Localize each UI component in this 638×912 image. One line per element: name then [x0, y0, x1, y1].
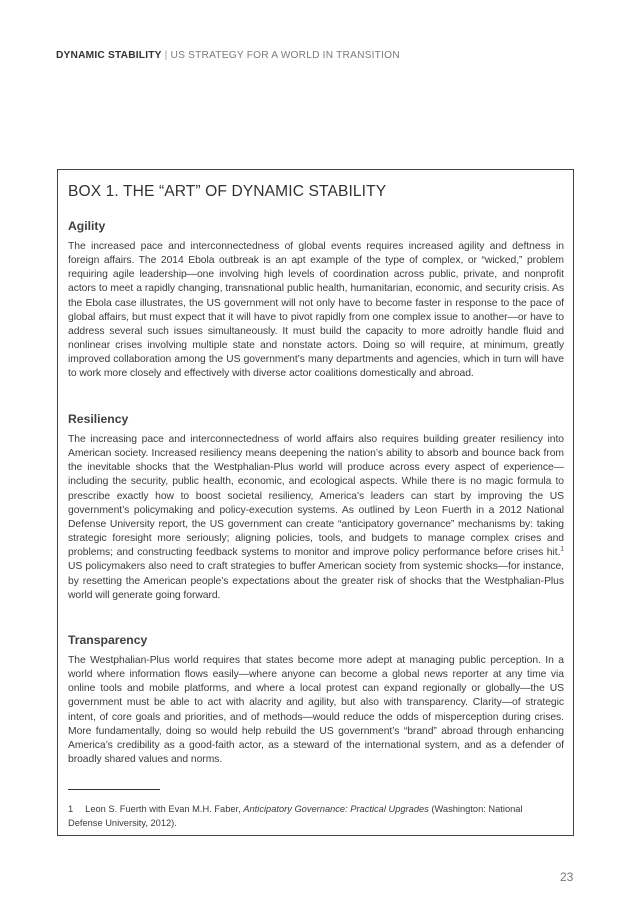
footnote-divider	[68, 789, 160, 790]
running-header	[56, 50, 400, 61]
running-header-separator: |	[164, 50, 168, 61]
footnote-author: Leon S. Fuerth with Evan M.H. Faber,	[85, 804, 244, 814]
footnote-title: Anticipatory Governance: Practical Upgrades	[243, 804, 429, 814]
section-text-transparency: The Westphalian-Plus world requires that states become more adept at managing public perception. In a world where information flows easily—where anyone can become a global news reporter at any time via online tools and mobile platforms, and where a local protest can expand regionally or globally—the US government must be able to act with alacrity and agility, but also with transparency. Clarity—of strategic intent, of core goals and priorities, and of methods—would reduce the odds of misperception during crises. More fundamentally, doing so would help rebuild the US government’s “brand” abroad through enhancing America’s credibility as a good-faith actor, as a steward of the international system, and as a defender of broadly shared values and norms.	[68, 655, 564, 766]
section-heading-resiliency: Resiliency	[68, 412, 129, 426]
running-header-subtitle: US STRATEGY FOR A WORLD IN TRANSITION	[170, 50, 400, 61]
footnote-rest: (Washington: National Defense University, 2012).	[68, 804, 523, 828]
section-heading-agility: Agility	[68, 219, 106, 233]
section-text-resiliency	[68, 433, 564, 603]
section-text-agility: The increased pace and interconnectedness of global events requires increased agility and deftness in foreign affairs. The 2014 Ebola outbreak is an apt example of the type of complex, or “wicked,” problem requiring agile leadership—one involving high levels of coordination across public, private, and nonprofit actors to meet a rapidly changing, transnational public health, humanitarian, economic, and security crisis. As the Ebola case illustrates, the US government will not only have to become faster in response to the pace of global affairs, but must expect that it will have to pivot rapidly from one complex issue to another—or have to address several such issues simultaneously. It must build the capacity to more adroitly handle fluid and nonlinear crises involving multiple state and nonstate actors. Doing so will require, at minimum, greatly improved collaboration among the US government’s many departments and agencies, which in turn will have to work more closely and effectively with diverse actor coalitions domestically and abroad.	[68, 241, 564, 380]
box-title: BOX 1. THE “ART” OF DYNAMIC STABILITY	[68, 183, 387, 200]
page-number: 23	[560, 870, 574, 884]
footnote-reference: 1	[560, 545, 564, 553]
footnote	[68, 803, 556, 830]
resiliency-text-part-2: US policymakers also need to craft strategies to buffer American society from systemic shocks—for instance, by resetting the American people’s expectations about the greater risk of shocks that the Westphalian-Plus world will generate going forward.	[68, 561, 564, 601]
footnote-number: 1	[68, 804, 74, 814]
section-heading-transparency: Transparency	[68, 633, 148, 647]
running-header-title: DYNAMIC STABILITY	[56, 50, 162, 61]
resiliency-text-part-1: The increasing pace and interconnectedness of world affairs also requires building greater resiliency into American society. Increased resiliency means deepening the nation’s ability to absorb and bounce back from the inevitable shocks that the Westphalian-Plus world will produce across every aspect of experience—including the security, public health, economic, and ecological aspects. While there is no magic formula to prescribe exactly how to boost societal resiliency, America’s leaders can start by improving the US government’s policymaking and policy-execution systems. As outlined by Leon Fuerth in a 2012 National Defense University report, the US government can create “anticipatory governance” mechanisms by: taking strategic foresight more seriously; aligning policies, tools, and budgets to manage complex crises and problems; and constructing feedback systems to monitor and improve policy performance before crises hit.	[68, 434, 564, 559]
